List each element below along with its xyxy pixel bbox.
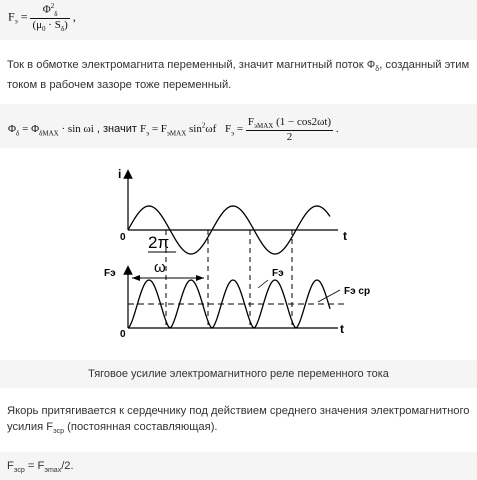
formula-flux-force: $\Phi_\delta = \Phi_{\delta MAX} \cdot \sin \omega i$ , значит $F_э = F_{эMAX}$ $\sin^2\omega f$ $F_э$ = $\frac{F_{эMAX} (1 - \cos 2\omega t)}{2}$ . xyxy=(8,116,339,144)
formula-fe: $F_э$ = $\frac{\Phi^2_\delta}{(\mu_0 \cdot S_\delta)}$ , xyxy=(8,2,76,34)
period-arrow-right xyxy=(196,275,204,281)
label-t1: t xyxy=(343,229,347,243)
label-fe-mid: Fэ xyxy=(272,268,284,279)
label-fe-left: Fэ xyxy=(104,268,116,279)
leader-fe-avg xyxy=(318,290,340,302)
label-origin1: 0 xyxy=(120,232,126,243)
label-2pi: 2π xyxy=(148,233,170,252)
formula-fraction: $\frac{\Phi^2_\delta}{(\mu_0 \cdot S_\delta)}$ xyxy=(32,2,68,34)
force-diagram xyxy=(0,160,477,360)
period-arrow-left xyxy=(132,275,140,281)
label-t2: t xyxy=(340,322,344,336)
figure-caption: Тяговое усилие электромагнитного реле переменного тока xyxy=(88,368,389,380)
formula-average: $F_{эср} = F_{эmax}/2$. xyxy=(7,460,74,475)
leader-fe-mid xyxy=(258,280,268,288)
label-omega: ω xyxy=(154,259,166,276)
formula2-fraction: $\frac{F_{эMAX} (1 - \cos 2\omega t)}{2}$ xyxy=(247,116,332,144)
label-fe-avg: Fэ ср xyxy=(344,286,371,297)
paragraph-armature: Якорь притягивается к сердечнику под действием среднего значения электромагнитного усилия $F_{эср}$ (постоянная составляющая). xyxy=(7,405,470,435)
label-origin2: 0 xyxy=(120,329,126,340)
dashed-verticals xyxy=(166,230,292,328)
label-i: i xyxy=(118,167,122,181)
paragraph-flux: Ток в обмотке электромагнита переменный, значит магнитный поток $Ф_\delta$, созданный этим током в рабочем зазоре тоже переменный. xyxy=(7,59,470,91)
